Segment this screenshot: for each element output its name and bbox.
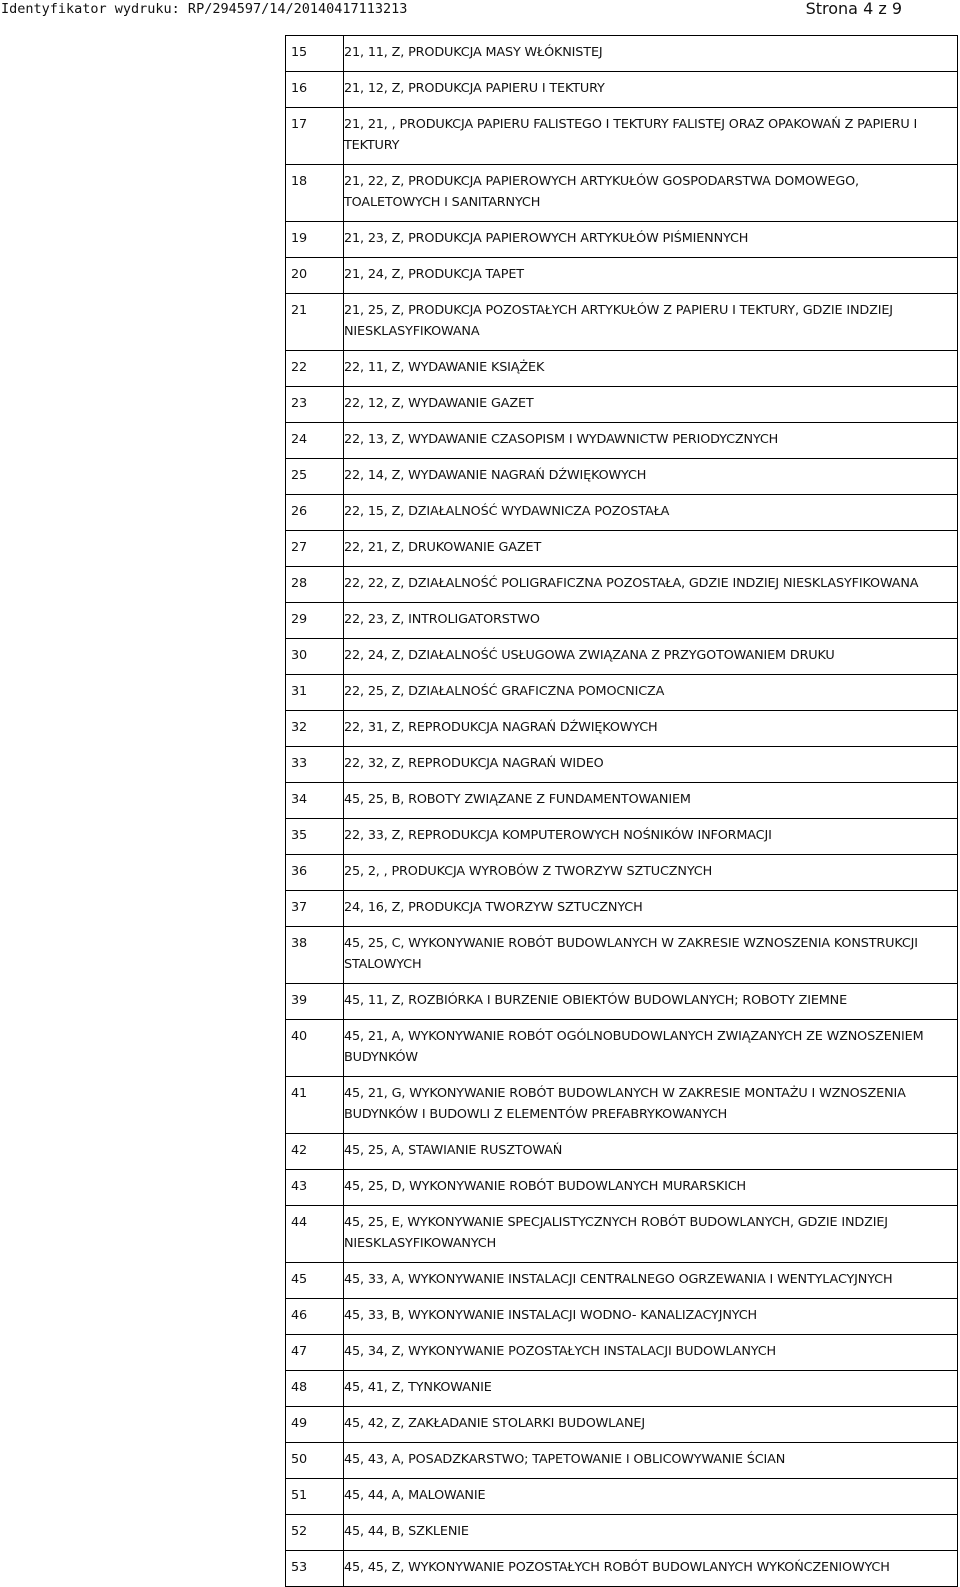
activity-description: 22, 11, Z, WYDAWANIE KSIĄŻEK xyxy=(344,351,958,387)
row-number: 17 xyxy=(286,108,344,165)
row-number: 28 xyxy=(286,567,344,603)
table-row xyxy=(286,1077,958,1134)
activity-description: 22, 14, Z, WYDAWANIE NAGRAŃ DŹWIĘKOWYCH xyxy=(344,459,958,495)
activity-description: 45, 25, D, WYKONYWANIE ROBÓT BUDOWLANYCH MURARSKICH xyxy=(344,1170,958,1206)
row-number: 40 xyxy=(286,1020,344,1077)
activity-description: 21, 24, Z, PRODUKCJA TAPET xyxy=(344,258,958,294)
activity-description: 45, 41, Z, TYNKOWANIE xyxy=(344,1371,958,1407)
activity-description: 21, 12, Z, PRODUKCJA PAPIERU I TEKTURY xyxy=(344,72,958,108)
activity-description: 22, 22, Z, DZIAŁALNOŚĆ POLIGRAFICZNA POZOSTAŁA, GDZIE INDZIEJ NIESKLASYFIKOWANA xyxy=(344,567,958,603)
row-number: 35 xyxy=(286,819,344,855)
table-row xyxy=(286,984,958,1020)
table-row xyxy=(286,1551,958,1587)
table-row xyxy=(286,423,958,459)
activity-description: 22, 12, Z, WYDAWANIE GAZET xyxy=(344,387,958,423)
row-number: 29 xyxy=(286,603,344,639)
row-number: 48 xyxy=(286,1371,344,1407)
table-row xyxy=(286,1443,958,1479)
row-number: 21 xyxy=(286,294,344,351)
activity-description: 45, 33, A, WYKONYWANIE INSTALACJI CENTRALNEGO OGRZEWANIA I WENTYLACYJNYCH xyxy=(344,1263,958,1299)
activity-description: 22, 32, Z, REPRODUKCJA NAGRAŃ WIDEO xyxy=(344,747,958,783)
row-number: 37 xyxy=(286,891,344,927)
activity-description: 45, 44, A, MALOWANIE xyxy=(344,1479,958,1515)
table-row xyxy=(286,1479,958,1515)
activity-codes-body xyxy=(286,36,958,1587)
row-number: 50 xyxy=(286,1443,344,1479)
activity-codes-table xyxy=(285,35,958,1587)
activity-description: 22, 23, Z, INTROLIGATORSTWO xyxy=(344,603,958,639)
table-row xyxy=(286,222,958,258)
activity-description: 45, 44, B, SZKLENIE xyxy=(344,1515,958,1551)
row-number: 22 xyxy=(286,351,344,387)
activity-description: 21, 21, , PRODUKCJA PAPIERU FALISTEGO I TEKTURY FALISTEJ ORAZ OPAKOWAŃ Z PAPIERU I TEKTURY xyxy=(344,108,958,165)
table-row xyxy=(286,1206,958,1263)
table-row xyxy=(286,747,958,783)
row-number: 27 xyxy=(286,531,344,567)
activity-description: 45, 34, Z, WYKONYWANIE POZOSTAŁYCH INSTALACJI BUDOWLANYCH xyxy=(344,1335,958,1371)
row-number: 32 xyxy=(286,711,344,747)
activity-description: 45, 25, B, ROBOTY ZWIĄZANE Z FUNDAMENTOWANIEM xyxy=(344,783,958,819)
table-row xyxy=(286,1407,958,1443)
activity-description: 45, 42, Z, ZAKŁADANIE STOLARKI BUDOWLANEJ xyxy=(344,1407,958,1443)
row-number: 16 xyxy=(286,72,344,108)
activity-description: 22, 24, Z, DZIAŁALNOŚĆ USŁUGOWA ZWIĄZANA Z PRZYGOTOWANIEM DRUKU xyxy=(344,639,958,675)
table-row xyxy=(286,387,958,423)
activity-description: 22, 33, Z, REPRODUKCJA KOMPUTEROWYCH NOŚNIKÓW INFORMACJI xyxy=(344,819,958,855)
row-number: 15 xyxy=(286,36,344,72)
row-number: 33 xyxy=(286,747,344,783)
activity-description: 21, 22, Z, PRODUKCJA PAPIEROWYCH ARTYKUŁÓW GOSPODARSTWA DOMOWEGO, TOALETOWYCH I SANITARNYCH xyxy=(344,165,958,222)
table-row xyxy=(286,783,958,819)
row-number: 23 xyxy=(286,387,344,423)
activity-description: 24, 16, Z, PRODUKCJA TWORZYW SZTUCZNYCH xyxy=(344,891,958,927)
table-row xyxy=(286,1335,958,1371)
activity-description: 45, 25, A, STAWIANIE RUSZTOWAŃ xyxy=(344,1134,958,1170)
row-number: 36 xyxy=(286,855,344,891)
activity-description: 22, 13, Z, WYDAWANIE CZASOPISM I WYDAWNICTW PERIODYCZNYCH xyxy=(344,423,958,459)
activity-description: 22, 21, Z, DRUKOWANIE GAZET xyxy=(344,531,958,567)
table-row xyxy=(286,165,958,222)
activity-description: 22, 15, Z, DZIAŁALNOŚĆ WYDAWNICZA POZOSTAŁA xyxy=(344,495,958,531)
activity-description: 25, 2, , PRODUKCJA WYROBÓW Z TWORZYW SZTUCZNYCH xyxy=(344,855,958,891)
activity-description: 45, 43, A, POSADZKARSTWO; TAPETOWANIE I OBLICOWYWANIE ŚCIAN xyxy=(344,1443,958,1479)
table-row xyxy=(286,1170,958,1206)
table-row xyxy=(286,1263,958,1299)
row-number: 47 xyxy=(286,1335,344,1371)
table-row xyxy=(286,531,958,567)
row-number: 41 xyxy=(286,1077,344,1134)
table-row xyxy=(286,1299,958,1335)
table-row xyxy=(286,459,958,495)
row-number: 20 xyxy=(286,258,344,294)
page-number: Strona 4 z 9 xyxy=(805,0,902,18)
table-row xyxy=(286,891,958,927)
row-number: 53 xyxy=(286,1551,344,1587)
activity-description: 45, 11, Z, ROZBIÓRKA I BURZENIE OBIEKTÓW BUDOWLANYCH; ROBOTY ZIEMNE xyxy=(344,984,958,1020)
row-number: 24 xyxy=(286,423,344,459)
activity-description: 22, 31, Z, REPRODUKCJA NAGRAŃ DŹWIĘKOWYCH xyxy=(344,711,958,747)
row-number: 26 xyxy=(286,495,344,531)
table-row xyxy=(286,495,958,531)
row-number: 43 xyxy=(286,1170,344,1206)
table-row xyxy=(286,855,958,891)
table-row xyxy=(286,567,958,603)
table-row xyxy=(286,294,958,351)
table-row xyxy=(286,1134,958,1170)
table-row xyxy=(286,1020,958,1077)
row-number: 39 xyxy=(286,984,344,1020)
table-row xyxy=(286,258,958,294)
table-row xyxy=(286,351,958,387)
page-header xyxy=(0,0,960,18)
row-number: 34 xyxy=(286,783,344,819)
row-number: 42 xyxy=(286,1134,344,1170)
table-row xyxy=(286,927,958,984)
row-number: 49 xyxy=(286,1407,344,1443)
table-row xyxy=(286,72,958,108)
activity-description: 21, 23, Z, PRODUKCJA PAPIEROWYCH ARTYKUŁÓW PIŚMIENNYCH xyxy=(344,222,958,258)
table-row xyxy=(286,639,958,675)
row-number: 31 xyxy=(286,675,344,711)
row-number: 30 xyxy=(286,639,344,675)
table-row xyxy=(286,1371,958,1407)
row-number: 44 xyxy=(286,1206,344,1263)
row-number: 19 xyxy=(286,222,344,258)
row-number: 51 xyxy=(286,1479,344,1515)
table-row xyxy=(286,108,958,165)
activity-description: 21, 11, Z, PRODUKCJA MASY WŁÓKNISTEJ xyxy=(344,36,958,72)
table-row xyxy=(286,603,958,639)
row-number: 38 xyxy=(286,927,344,984)
print-identifier: Identyfikator wydruku: RP/294597/14/20140417113213 xyxy=(1,1,408,17)
activity-description: 21, 25, Z, PRODUKCJA POZOSTAŁYCH ARTYKUŁÓW Z PAPIERU I TEKTURY, GDZIE INDZIEJ NIESKLASYFIKOWANA xyxy=(344,294,958,351)
activity-description: 45, 33, B, WYKONYWANIE INSTALACJI WODNO- KANALIZACYJNYCH xyxy=(344,1299,958,1335)
activity-description: 45, 25, E, WYKONYWANIE SPECJALISTYCZNYCH ROBÓT BUDOWLANYCH, GDZIE INDZIEJ NIESKLASYFIKOWANYCH xyxy=(344,1206,958,1263)
activity-description: 45, 21, G, WYKONYWANIE ROBÓT BUDOWLANYCH W ZAKRESIE MONTAŻU I WZNOSZENIA BUDYNKÓW I BUDOWLI Z ELEMENTÓW PREFABRYKOWANYCH xyxy=(344,1077,958,1134)
row-number: 46 xyxy=(286,1299,344,1335)
table-row xyxy=(286,1515,958,1551)
activity-description: 45, 45, Z, WYKONYWANIE POZOSTAŁYCH ROBÓT BUDOWLANYCH WYKOŃCZENIOWYCH xyxy=(344,1551,958,1587)
table-row xyxy=(286,675,958,711)
activity-description: 22, 25, Z, DZIAŁALNOŚĆ GRAFICZNA POMOCNICZA xyxy=(344,675,958,711)
row-number: 18 xyxy=(286,165,344,222)
activity-description: 45, 25, C, WYKONYWANIE ROBÓT BUDOWLANYCH W ZAKRESIE WZNOSZENIA KONSTRUKCJI STALOWYCH xyxy=(344,927,958,984)
table-row xyxy=(286,819,958,855)
row-number: 45 xyxy=(286,1263,344,1299)
row-number: 25 xyxy=(286,459,344,495)
row-number: 52 xyxy=(286,1515,344,1551)
table-row xyxy=(286,711,958,747)
activity-description: 45, 21, A, WYKONYWANIE ROBÓT OGÓLNOBUDOWLANYCH ZWIĄZANYCH ZE WZNOSZENIEM BUDYNKÓW xyxy=(344,1020,958,1077)
table-row xyxy=(286,36,958,72)
